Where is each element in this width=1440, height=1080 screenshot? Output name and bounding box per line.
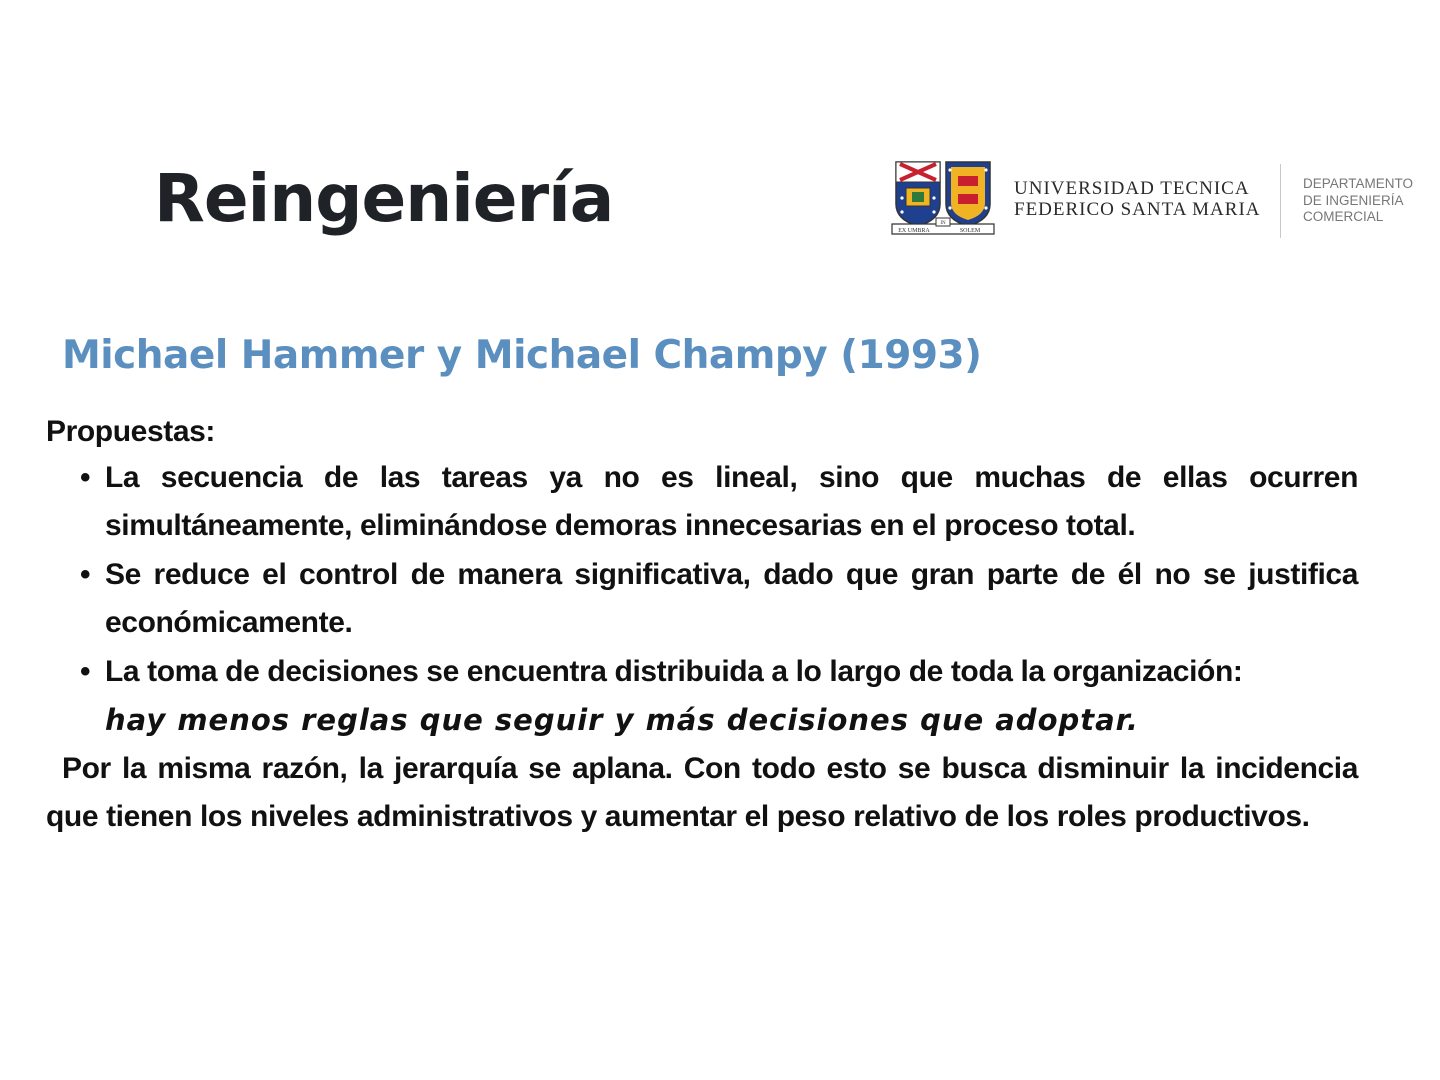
bullet-text: La toma de decisiones se encuentra distribuida a lo largo de toda la organización:: [105, 655, 1243, 688]
motto-center: IN: [940, 221, 946, 226]
department-name: [1303, 176, 1413, 226]
department-name-line2: DE INGENIERÍA: [1303, 192, 1404, 208]
department-name-line1: DEPARTAMENTO: [1303, 176, 1414, 191]
department-name-line3: COMERCIAL: [1303, 209, 1384, 224]
motto-right: SOLEM: [959, 228, 981, 234]
university-crest-icon: [890, 158, 996, 240]
bullet-icon: •: [80, 461, 91, 494]
bullet-icon: •: [80, 655, 91, 688]
university-logo: [890, 158, 1414, 240]
bullet-emphasis: hay menos reglas que seguir y más decisiones que adoptar.: [105, 703, 1139, 737]
proposal-list: [46, 454, 1358, 744]
section-label: Propuestas:: [46, 415, 215, 448]
bullet-text: La secuencia de las tareas ya no es lineal, sino que muchas de ellas ocurren simultáneamente, eliminándose demoras innecesarias en el proceso total.: [105, 461, 1358, 542]
closing-paragraph: Por la misma razón, la jerarquía se aplana. Con todo esto se busca disminuir la incidencia que tienen los niveles administrativos y aumentar el peso relativo de los roles productivos.: [46, 752, 1358, 833]
list-item: [46, 551, 1358, 647]
list-item: [46, 454, 1358, 550]
bullet-icon: •: [80, 558, 91, 591]
university-name-line1: UNIVERSIDAD TECNICA: [1014, 178, 1250, 199]
university-name-line2: FEDERICO SANTA MARIA: [1014, 199, 1261, 220]
slide-body: [46, 410, 1358, 841]
university-name: [1014, 178, 1261, 220]
motto-left: EX UMBRA: [898, 228, 930, 234]
list-item: [46, 648, 1358, 744]
slide-title: Reingeniería: [154, 160, 614, 237]
logo-divider: [1280, 164, 1281, 238]
bullet-text: Se reduce el control de manera significativa, dado que gran parte de él no se justifica económicamente.: [105, 558, 1358, 639]
slide-subtitle: Michael Hammer y Michael Champy (1993): [62, 333, 982, 378]
